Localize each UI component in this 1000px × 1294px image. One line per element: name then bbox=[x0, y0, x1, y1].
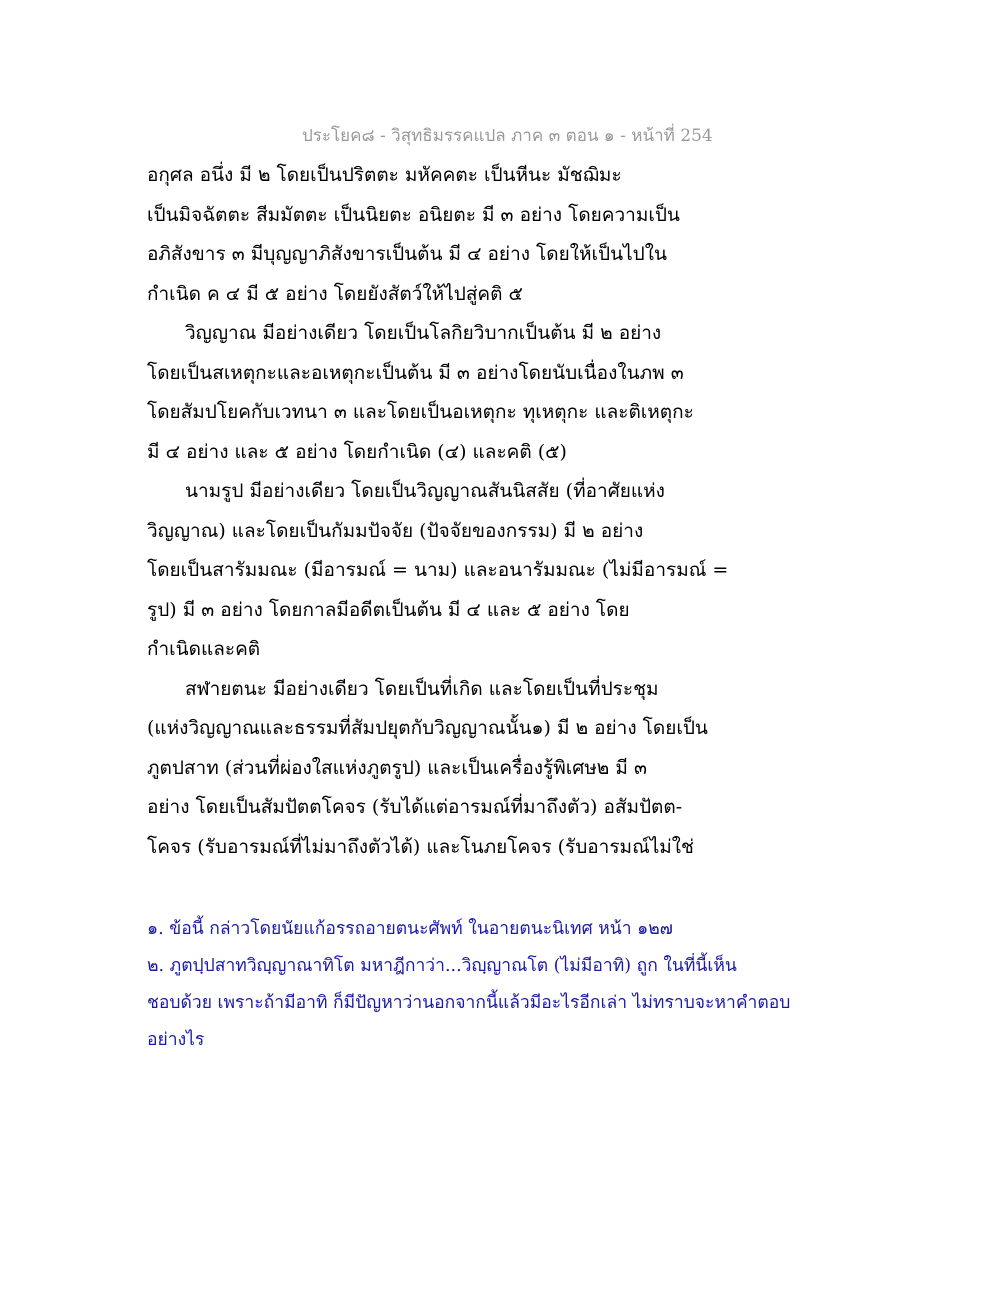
body-line: โดยเป็นสเหตุกะและอเหตุกะเป็นต้น มี ๓ อย่างโดยนับเนื่องในภพ ๓ bbox=[147, 361, 684, 384]
body-line: อกุศล อนึ่ง มี ๒ โดยเป็นปริตตะ มหัคคตะ เป็นหีนะ มัชฌิมะ bbox=[147, 164, 622, 186]
footnote-line: ๑. ข้อนี้ กล่าวโดยนัยแก้อรรถอายตนะศัพท์ ในอายตนะนิเทศ หน้า ๑๒๗ bbox=[147, 919, 673, 939]
body-line: โดยเป็นสารัมมณะ (มีอารมณ์ = นาม) และอนารัมมณะ (ไม่มีอารมณ์ = bbox=[147, 559, 729, 581]
paragraph-start-line: วิญญาณ มีอย่างเดียว โดยเป็นโลกิยวิบากเป็นต้น มี ๒ อย่าง bbox=[185, 322, 662, 344]
body-line: เป็นมิจฉัตตะ สีมมัตตะ เป็นนิยตะ อนิยตะ มี ๓ อย่าง โดยความเป็น bbox=[147, 203, 680, 226]
body-line: กำเนิดและคติ bbox=[147, 638, 261, 660]
body-line: รูป) มี ๓ อย่าง โดยกาลมีอดีตเป็นต้น มี ๔ และ ๕ อย่าง โดย bbox=[147, 598, 630, 621]
body-line: โดยสัมปโยคกับเวทนา ๓ และโดยเป็นอเหตุกะ ทุเหตุกะ และติเหตุกะ bbox=[147, 401, 694, 423]
footnote-line: อย่างไร bbox=[147, 1030, 205, 1050]
body-text bbox=[147, 156, 727, 867]
body-line: ภูตปสาท (ส่วนที่ผ่องใสแห่งภูตรูป) และเป็นเครื่องรู้พิเศษ๒ มี ๓ bbox=[147, 756, 647, 779]
paragraph-start-line: สฬายตนะ มีอย่างเดียว โดยเป็นที่เกิด และโดยเป็นที่ประชุม bbox=[185, 677, 659, 700]
paragraph-start-line: นามรูป มีอย่างเดียว โดยเป็นวิญญาณสันนิสสัย (ที่อาศัยแห่ง bbox=[185, 480, 665, 502]
body-line: อย่าง โดยเป็นสัมปัตตโคจร (รับได้แต่อารมณ์ที่มาถึงตัว) อสัมปัตต- bbox=[147, 796, 683, 818]
body-line: มี ๔ อย่าง และ ๕ อย่าง โดยกำเนิด (๔) และคติ (๕) bbox=[147, 440, 567, 463]
body-line: (แห่งวิญญาณและธรรมที่สัมปยุตกับวิญญาณนั้น๑) มี ๒ อย่าง โดยเป็น bbox=[147, 717, 708, 739]
body-line: โคจร (รับอารมณ์ที่ไม่มาถึงตัวได้) และโนภยโคจร (รับอารมณ์ไม่ใช่ bbox=[147, 835, 694, 858]
body-line: วิญญาณ) และโดยเป็นกัมมปัจจัย (ปัจจัยของกรรม) มี ๒ อย่าง bbox=[147, 519, 644, 542]
body-line: อภิสังขาร ๓ มีบุญญาภิสังขารเป็นต้น มี ๔ อย่าง โดยให้เป็นไปใน bbox=[147, 243, 667, 265]
footnote-line: ชอบด้วย เพราะถ้ามีอาทิ ก็มีปัญหาว่านอกจากนี้แล้วมีอะไรอีกเล่า ไม่ทราบจะหาคำตอบ bbox=[147, 993, 791, 1013]
running-header: ประโยค๘ - วิสุทธิมรรคแปล ภาค ๓ ตอน ๑ - หน้าที่ 254 bbox=[302, 126, 713, 146]
footnote-line: ๒. ภูตปฺปสาทวิญฺญาณาทิโต มหาฎีกาว่า...วิญฺญาณโต (ไม่มีอาทิ) ถูก ในที่นี้เห็น bbox=[147, 956, 737, 976]
footnotes bbox=[147, 911, 791, 1059]
body-line: กำเนิด ค ๔ มี ๕ อย่าง โดยยังสัตว์ให้ไปสู่คติ ๕ bbox=[147, 282, 523, 305]
